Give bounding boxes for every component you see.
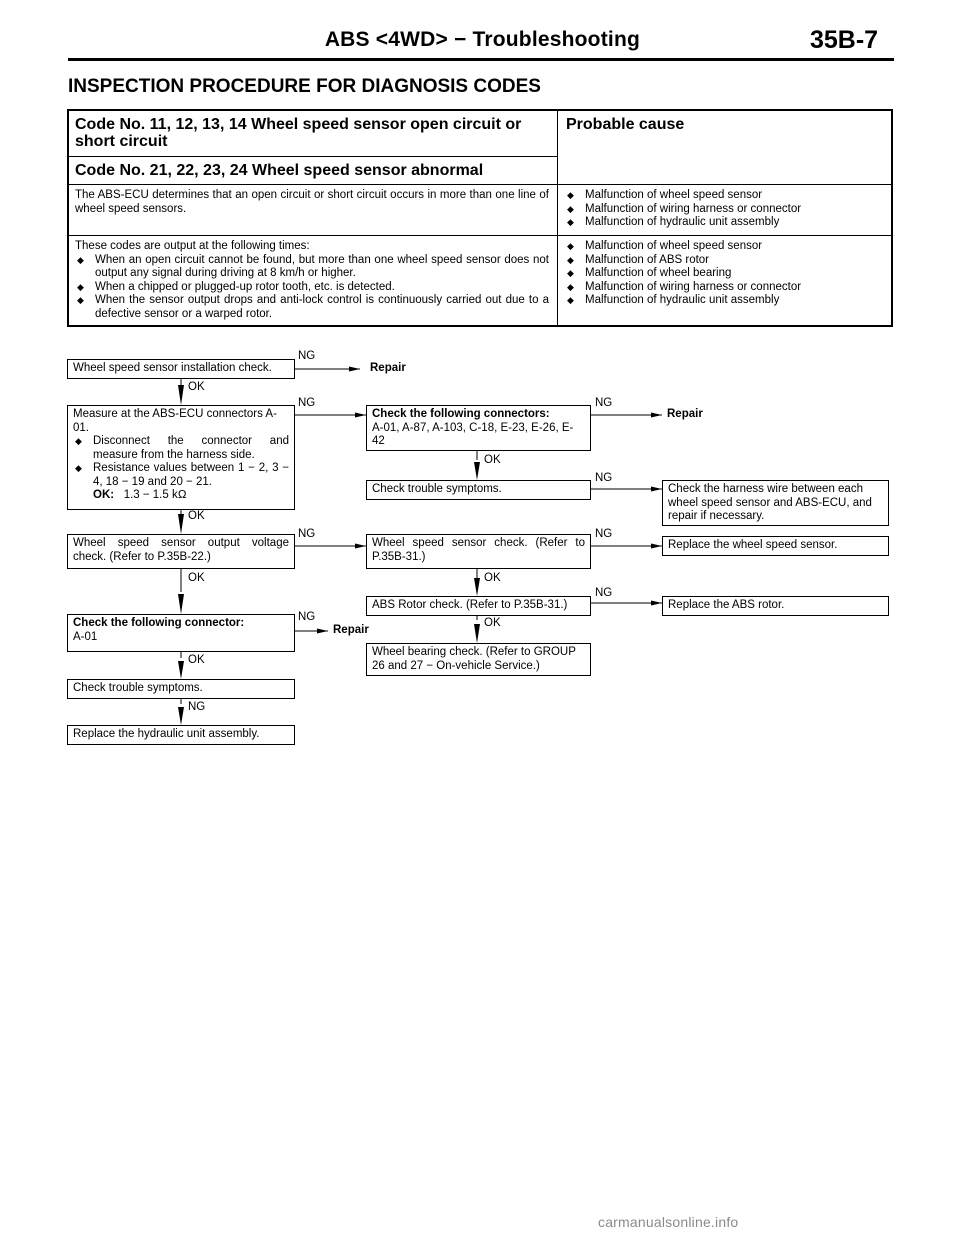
- list-item: ◆ When the sensor output drops and anti-lock control is continuously carried out due to a defective sensor or a warped rotor.: [75, 294, 549, 321]
- list-item: ◆ Malfunction of hydraulic unit assembly: [565, 216, 885, 230]
- list-item: ◆ Malfunction of wheel speed sensor: [565, 189, 885, 203]
- ok-spec-label: OK:: [93, 489, 115, 501]
- ok-label: OK: [484, 454, 501, 466]
- check-connectors-box: [366, 405, 591, 451]
- code-heading-1: Code No. 11, 12, 13, 14 Wheel speed sensor open circuit or short circuit: [75, 116, 522, 150]
- replace-abs-rotor-box: Replace the ABS rotor.: [662, 596, 889, 616]
- ng-label: NG: [298, 397, 316, 409]
- list-item: ◆ Malfunction of ABS rotor: [565, 254, 885, 268]
- replace-wheel-speed-sensor-box: Replace the wheel speed sensor.: [662, 536, 889, 556]
- check-connector-body: A-01: [73, 630, 98, 643]
- output-voltage-check-box: Wheel speed sensor output voltage check. (Refer to P.35B-22.): [67, 534, 295, 569]
- check-connectors-body: A-01, A-87, A-103, C-18, E-23, E-26, E-42: [372, 421, 574, 447]
- list-item: ◆ Malfunction of wiring harness or connector: [565, 203, 885, 217]
- repair-label: Repair: [333, 624, 369, 636]
- ng-label: NG: [298, 350, 316, 362]
- ng-label: NG: [298, 528, 316, 540]
- check-harness-wire-box: Check the harness wire between each wheel speed sensor and ABS-ECU, and repair if necessary.: [662, 480, 889, 526]
- row2-intro: These codes are output at the following times:: [75, 240, 310, 252]
- list-item: ◆ Malfunction of hydraulic unit assembly: [565, 294, 885, 308]
- list-item: ◆ Malfunction of wheel bearing: [565, 267, 885, 281]
- list-item: ◆ When a chipped or plugged-up rotor tooth, etc. is detected.: [75, 281, 549, 295]
- trouble-symptoms-box-middle: Check trouble symptoms.: [366, 480, 591, 500]
- page-header-title: ABS <4WD> − Troubleshooting: [324, 28, 640, 51]
- wheel-speed-sensor-check-box: Wheel speed sensor check. (Refer to P.35B-31.): [366, 534, 591, 569]
- page-number: 35B-7: [810, 26, 879, 54]
- list-item: ◆ Malfunction of wiring harness or connector: [565, 281, 885, 295]
- measure-connectors-box: [67, 405, 295, 510]
- ng-label: NG: [188, 701, 206, 713]
- row1-description: The ABS-ECU determines that an open circuit or short circuit occurs in more than one line of wheel speed sensors.: [75, 189, 549, 215]
- ng-label: NG: [595, 397, 613, 409]
- watermark: carmanualsonline.info: [598, 1214, 739, 1230]
- installation-check-box: Wheel speed sensor installation check.: [67, 359, 295, 379]
- repair-label: Repair: [667, 408, 703, 420]
- ok-spec-value: 1.3 − 1.5 kΩ: [123, 489, 187, 501]
- ok-label: OK: [188, 381, 205, 393]
- ok-label: OK: [188, 572, 205, 584]
- check-connectors-title: Check the following connectors:: [372, 408, 550, 420]
- abs-rotor-check-box: ABS Rotor check. (Refer to P.35B-31.): [366, 596, 591, 616]
- section-title: INSPECTION PROCEDURE FOR DIAGNOSIS CODES: [68, 76, 541, 97]
- ok-label: OK: [484, 572, 501, 584]
- check-connector-title: Check the following connector:: [73, 617, 245, 629]
- probable-cause-heading: Probable cause: [566, 116, 685, 133]
- ok-spec: [73, 489, 289, 503]
- repair-label: Repair: [370, 362, 406, 374]
- ok-label: OK: [188, 510, 205, 522]
- list-item: ◆ When an open circuit cannot be found, but more than one wheel speed sensor does not output any signal during driving at 8 km/h or higher.: [75, 254, 549, 281]
- code-heading-2: Code No. 21, 22, 23, 24 Wheel speed sensor abnormal: [75, 162, 484, 179]
- ng-label: NG: [595, 472, 613, 484]
- ng-label: NG: [298, 611, 316, 623]
- measure-instruction: Measure at the ABS-ECU connectors A-01.: [73, 408, 277, 434]
- replace-hydraulic-unit-box: Replace the hydraulic unit assembly.: [67, 725, 295, 745]
- list-item: ◆ Disconnect the connector and measure from the harness side.: [73, 435, 289, 462]
- ok-label: OK: [484, 617, 501, 629]
- list-item: ◆ Malfunction of wheel speed sensor: [565, 240, 885, 254]
- ng-label: NG: [595, 587, 613, 599]
- trouble-symptoms-box-left: Check trouble symptoms.: [67, 679, 295, 699]
- ng-label: NG: [595, 528, 613, 540]
- check-connector-box: [67, 614, 295, 652]
- list-item: ◆ Resistance values between 1 − 2, 3 − 4, 18 − 19 and 20 − 21.: [73, 462, 289, 489]
- wheel-bearing-check-box: Wheel bearing check. (Refer to GROUP 26 and 27 − On-vehicle Service.): [366, 643, 591, 676]
- ok-label: OK: [188, 654, 205, 666]
